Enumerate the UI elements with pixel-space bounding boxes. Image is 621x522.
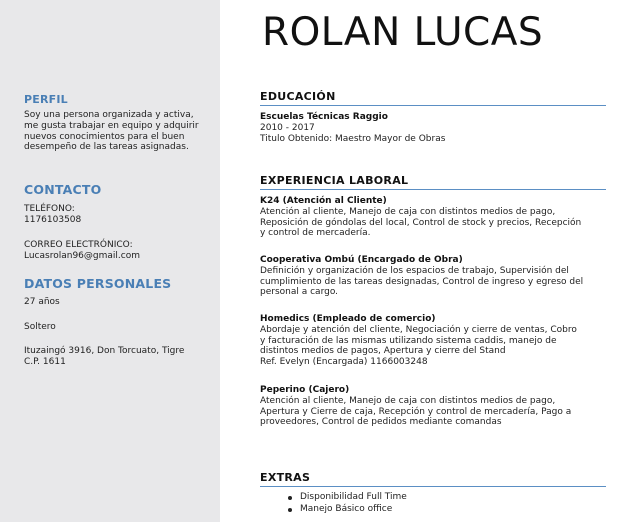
job-desc-line: Atención al cliente, Manejo de caja con distintos medios de pago, [260,206,556,217]
extras-heading: EXTRAS [260,471,606,487]
correo-label: CORREO ELECTRÓNICO: [24,240,133,250]
job-desc-line: y control de mercadería. [260,228,371,239]
extras-item-label: Disponibilidad Full Time [300,492,407,502]
candidate-name: ROLAN LUCAS [262,10,544,55]
edad-text: 27 años [24,297,60,307]
job-desc-line: Atención al cliente, Manejo de caja con distintos medios de pago, [260,395,556,406]
job-entry [260,196,610,239]
direccion-line: Ituzaingó 3916, Don Torcuato, Tigre [24,346,185,356]
perfil-line: me gusta trabajar en equipo y adquirir [24,120,199,131]
job-role: K24 (Atención al Cliente) [260,196,387,206]
bullet-icon [288,496,292,500]
degree: Titulo Obtenido: Maestro Mayor de Obras [260,133,446,144]
bullet-icon [288,508,292,512]
perfil-text [24,110,220,153]
job-entry [260,385,610,428]
correo-value: Lucasrolan96@gmail.com [24,250,140,261]
telefono-block [24,204,220,226]
datos-personales-heading: DATOS PERSONALES [24,276,172,291]
job-desc-line: y facturación de las mismas utilizando sistema caddis, manejo de [260,335,557,346]
job-desc-line: cumplimiento de las tareas designadas, Control de ingreso y egreso del [260,276,584,287]
list-item [288,504,407,516]
job-desc-line: Apertura y Cierre de caja, Recepción y control de mercadería, Pago a [260,406,572,417]
estado-civil-text: Soltero [24,322,56,332]
job-desc-line: Definición y organización de los espacios de trabajo, Supervisión del [260,265,569,276]
job-desc-line: distintos medios de pagos, Apertura y cierre del Stand [260,346,506,357]
direccion-line: C.P. 1611 [24,356,66,367]
job-entry [260,255,610,298]
job-desc-line: personal a cargo. [260,287,339,298]
educacion-heading: EDUCACIÓN [260,90,606,106]
school-years: 2010 - 2017 [260,122,315,133]
telefono-value: 1176103508 [24,214,82,225]
direccion-block [24,346,220,368]
extras-list [288,492,407,515]
telefono-label: TELÉFONO: [24,204,75,214]
job-role: Peperino (Cajero) [260,385,350,395]
educacion-block [260,112,610,144]
sidebar [0,0,220,522]
perfil-line: desempeño de las tareas asignadas. [24,142,189,153]
job-desc-line: Ref. Evelyn (Encargada) 1166003248 [260,357,428,368]
perfil-line: Soy una persona organizada y activa, [24,110,194,120]
job-desc-line: proveedores, Control de pedidos mediante comandas [260,417,502,428]
extras-item-label: Manejo Básico office [300,503,393,514]
experiencia-heading: EXPERIENCIA LABORAL [260,174,606,190]
job-entry [260,314,610,368]
job-desc-line: Reposición de góndolas del local, Control de stock y precios, Recepción [260,217,582,228]
job-desc-line: Abordaje y atención del cliente, Negociación y cierre de ventas, Cobro [260,324,577,335]
correo-block [24,240,220,262]
perfil-heading: PERFIL [24,93,68,106]
contacto-heading: CONTACTO [24,182,102,197]
job-role: Cooperativa Ombú (Encargado de Obra) [260,255,463,265]
main-content [220,0,621,522]
job-role: Homedics (Empleado de comercio) [260,314,436,324]
school-name: Escuelas Técnicas Raggio [260,112,388,122]
list-item [288,492,407,504]
perfil-line: nuevos conocimientos para el buen [24,131,185,142]
